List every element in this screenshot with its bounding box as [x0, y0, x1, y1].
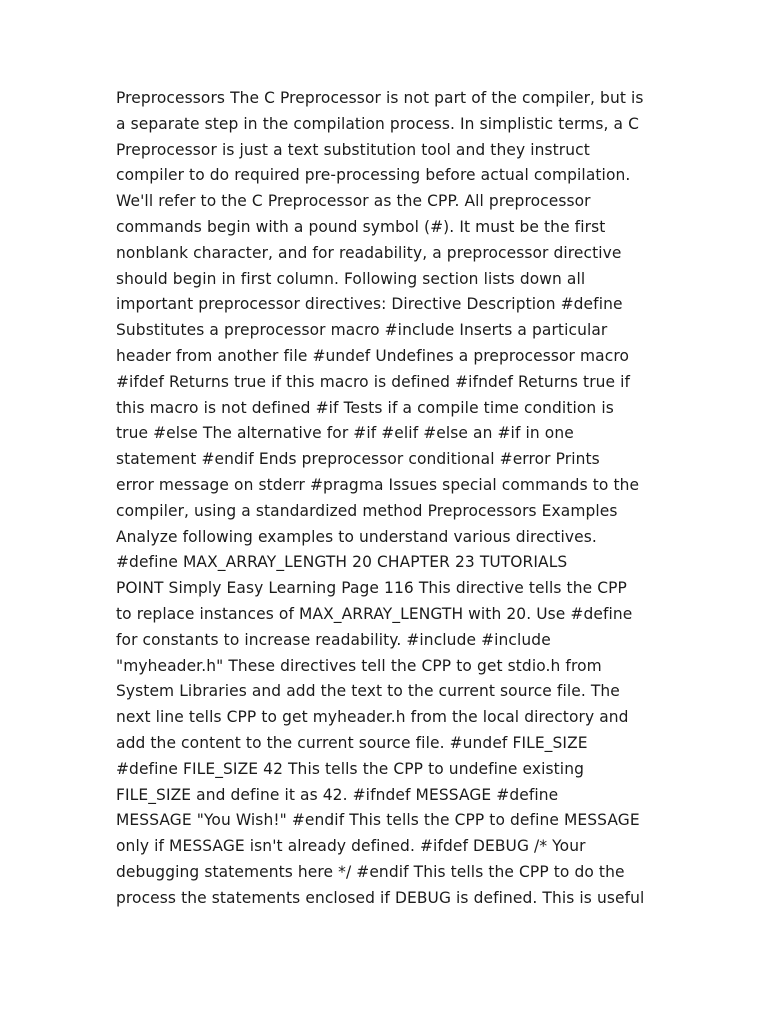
text-line: compiler to do required pre-processing before actual compilation.	[116, 166, 631, 185]
text-line: error message on stderr #pragma Issues special commands to the	[116, 475, 640, 494]
text-line: Preprocessors The C Preprocessor is not part of the compiler, but is	[116, 89, 644, 107]
text-line: statement #endif Ends preprocessor conditional #error Prints	[116, 450, 600, 469]
text-line: #define FILE_SIZE 42 This tells the CPP to undefine existing	[116, 759, 584, 778]
text-line: true #else The alternative for #if #elif #else an #if in one	[116, 424, 574, 443]
text-line: a separate step in the compilation process. In simplistic terms, a C	[116, 114, 639, 133]
text-line: compiler, using a standardized method Preprocessors Examples	[116, 501, 618, 520]
text-line: Substitutes a preprocessor macro #include Inserts a particular	[116, 321, 608, 340]
text-line: debugging statements here */ #endif This tells the CPP to do the	[116, 862, 625, 881]
text-line: important preprocessor directives: Directive Description #define	[116, 295, 623, 314]
text-line: System Libraries and add the text to the current source file. The	[116, 682, 620, 701]
text-line: next line tells CPP to get myheader.h from the local directory and	[116, 708, 629, 727]
text-line: POINT Simply Easy Learning Page 116 This directive tells the CPP	[116, 579, 627, 598]
text-line: only if MESSAGE isn't already defined. #ifdef DEBUG /* Your	[116, 837, 586, 856]
text-line: nonblank character, and for readability, a preprocessor directive	[116, 243, 622, 262]
text-line: should begin in first column. Following section lists down all	[116, 269, 586, 288]
text-line: add the content to the current source file. #undef FILE_SIZE	[116, 733, 588, 752]
text-line: for constants to increase readability. #include #include	[116, 630, 551, 649]
text-line: FILE_SIZE and define it as 42. #ifndef MESSAGE #define	[116, 785, 559, 804]
text-line: commands begin with a pound symbol (#). It must be the first	[116, 217, 606, 236]
text-line: Preprocessor is just a text substitution tool and they instruct	[116, 140, 590, 159]
text-line: to replace instances of MAX_ARRAY_LENGTH with 20. Use #define	[116, 604, 633, 623]
text-line: MESSAGE "You Wish!" #endif This tells the CPP to define MESSAGE	[116, 811, 640, 830]
body-text	[116, 86, 661, 912]
text-line: #ifdef Returns true if this macro is defined #ifndef Returns true if	[116, 372, 631, 391]
text-line: We'll refer to the C Preprocessor as the CPP. All preprocessor	[116, 192, 591, 211]
text-line: Analyze following examples to understand various directives.	[116, 527, 597, 546]
text-line: this macro is not defined #if Tests if a compile time condition is	[116, 398, 614, 417]
text-line: "myheader.h" These directives tell the CPP to get stdio.h from	[116, 656, 602, 675]
text-line: process the statements enclosed if DEBUG is defined. This is useful	[116, 888, 645, 907]
text-line: #define MAX_ARRAY_LENGTH 20 CHAPTER 23 TUTORIALS	[116, 553, 568, 572]
text-line: header from another file #undef Undefines a preprocessor macro	[116, 346, 630, 365]
